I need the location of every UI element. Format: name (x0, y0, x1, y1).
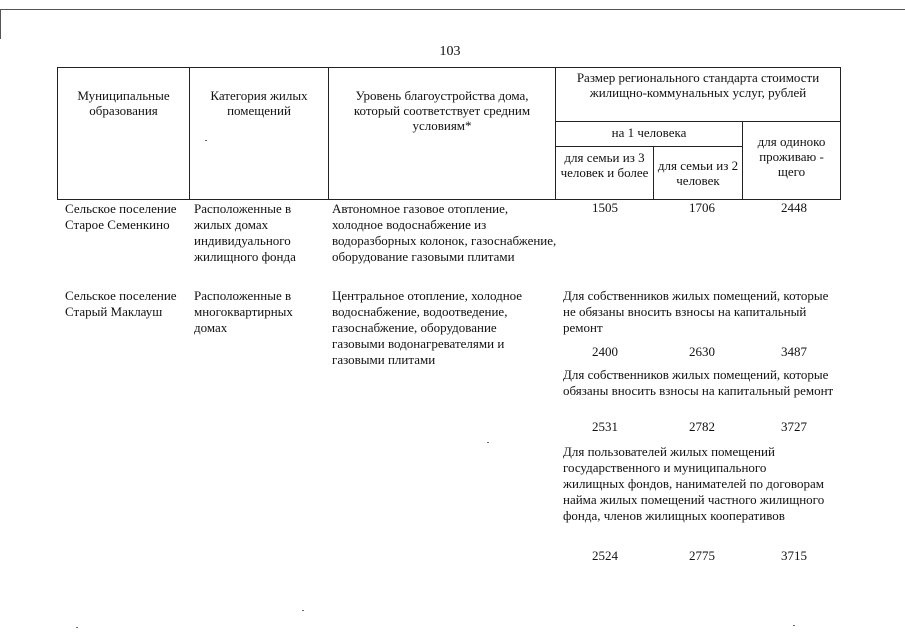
left-border-line (0, 9, 1, 39)
header-family3: для семьи из 3 человек и более (556, 147, 654, 200)
scan-speck (76, 627, 78, 628)
header-municipal: Муниципальные образования (58, 68, 190, 200)
row1-value-family2: 1706 (689, 200, 715, 215)
row2-group2-label: Для собственников жилых помещений, которые обязаны вносить взносы на капитальный ремонт (563, 367, 834, 398)
row1-level: Автономное газовое отопление, холодное водоснабжение из водоразборных колонок, газоснабжение, оборудование газовыми плитами (332, 201, 557, 264)
row2-category: Расположенные в многоквартирных домах (194, 288, 293, 335)
row2-group2-value-family3: 2531 (592, 419, 618, 434)
row2-group3-label: Для пользователей жилых помещений государственного и муниципального жилищных фондов, нанимателей по договорам найма жилых помещений частного жилищного фонда, членов жилищных кооперативов (563, 444, 825, 523)
top-border-line (0, 9, 905, 10)
header-family2: для семьи из 2 человек (654, 147, 743, 200)
scan-speck (302, 610, 304, 611)
row1-category: Расположенные в жилых домах индивидуального жилищного фонда (194, 201, 296, 264)
table-header (57, 67, 841, 200)
row2-group2-value-family2: 2782 (689, 419, 715, 434)
row1-value-single: 2448 (781, 200, 807, 215)
row1-municipal: Сельское поселение Старое Семенкино (65, 201, 177, 232)
row2-level: Центральное отопление, холодное водоснабжение, водоотведение, газоснабжение, оборудование газовыми водонагревателями и газовыми плитами (332, 288, 523, 367)
row2-group1-value-single: 3487 (781, 344, 807, 359)
row2-group1-label: Для собственников жилых помещений, которые не обязаны вносить взносы на капитальный ремонт (563, 288, 829, 335)
header-per-person: на 1 человека (556, 122, 743, 147)
row2-group2-value-single: 3727 (781, 419, 807, 434)
scan-speck (205, 140, 207, 141)
row2-municipal: Сельское поселение Старый Маклауш (65, 288, 177, 319)
header-category: Категория жилых помещений (190, 68, 329, 200)
header-size: Размер регионального стандарта стоимости жилищно-коммунальных услуг, рублей (556, 68, 841, 122)
page-number: 103 (439, 44, 461, 59)
row2-group3-value-single: 3715 (781, 548, 807, 563)
row1-value-family3: 1505 (592, 200, 618, 215)
row2-group3-value-family3: 2524 (592, 548, 618, 563)
header-level: Уровень благоустройства дома, который соответствует средним условиям* (329, 68, 556, 200)
row2-group3-value-family2: 2775 (689, 548, 715, 563)
row2-group1-value-family2: 2630 (689, 344, 715, 359)
row2-group1-value-family3: 2400 (592, 344, 618, 359)
header-single: для одиноко проживаю - щего (743, 122, 841, 200)
scan-speck (793, 625, 795, 626)
scan-speck (487, 442, 489, 443)
